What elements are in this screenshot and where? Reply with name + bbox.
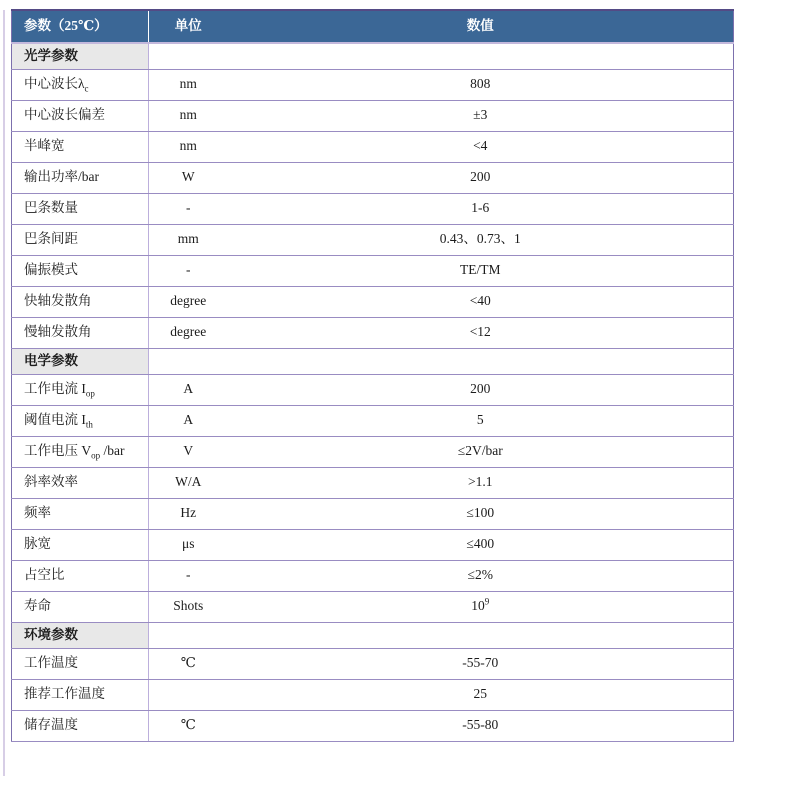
unit-cell [149, 622, 228, 648]
unit-cell: A [149, 405, 228, 436]
table-row [12, 131, 734, 162]
value-cell: 1-6 [228, 193, 734, 224]
unit-cell: nm [149, 131, 228, 162]
unit-cell: Hz [149, 498, 228, 529]
unit-cell: - [149, 193, 228, 224]
unit-cell: - [149, 255, 228, 286]
value-cell: TE/TM [228, 255, 734, 286]
value-cell: 0.43、0.73、1 [228, 224, 734, 255]
value-cell: ≤400 [228, 529, 734, 560]
parameter-cell: 工作电压 $V_{op}$ /bar [12, 436, 149, 467]
parameter-cell: 寿命 [12, 591, 149, 622]
unit-cell: degree [149, 317, 228, 348]
table-row [12, 591, 734, 622]
value-cell: 5 [228, 405, 734, 436]
header-parameter: 参数（25℃） [12, 10, 149, 43]
parameter-cell: 储存温度 [12, 710, 149, 741]
value-cell: 200 [228, 162, 734, 193]
header-row [12, 10, 734, 43]
unit-cell: mm [149, 224, 228, 255]
unit-cell: Shots [149, 591, 228, 622]
table-row [12, 317, 734, 348]
unit-cell: nm [149, 100, 228, 131]
section-row [12, 43, 734, 69]
table-row [12, 255, 734, 286]
parameter-cell: 斜率效率 [12, 467, 149, 498]
header-unit: 单位 [149, 10, 228, 43]
parameter-cell: 脉宽 [12, 529, 149, 560]
value-cell: 808 [228, 69, 734, 100]
parameter-cell: 快轴发散角 [12, 286, 149, 317]
unit-cell [149, 43, 228, 69]
table-row [12, 436, 734, 467]
table-row [12, 648, 734, 679]
value-cell: ≤2V/bar [228, 436, 734, 467]
parameter-cell: 推荐工作温度 [12, 679, 149, 710]
unit-cell: W/A [149, 467, 228, 498]
value-cell: <12 [228, 317, 734, 348]
header-value: 数值 [228, 10, 734, 43]
parameter-cell: 巴条间距 [12, 224, 149, 255]
table-row [12, 162, 734, 193]
table-row [12, 467, 734, 498]
table-row [12, 100, 734, 131]
value-cell [228, 43, 734, 69]
unit-cell [149, 679, 228, 710]
table-row [12, 405, 734, 436]
table-row [12, 374, 734, 405]
value-cell: $10^9$ [228, 591, 734, 622]
parameter-cell: 半峰宽 [12, 131, 149, 162]
spec-table [11, 9, 734, 742]
parameter-cell: 中心波长偏差 [12, 100, 149, 131]
parameter-cell: 工作温度 [12, 648, 149, 679]
value-cell: >1.1 [228, 467, 734, 498]
unit-cell: μs [149, 529, 228, 560]
parameter-cell: 巴条数量 [12, 193, 149, 224]
unit-cell: nm [149, 69, 228, 100]
value-cell: -55-70 [228, 648, 734, 679]
value-cell [228, 622, 734, 648]
parameter-cell: 阈值电流 $I_{th}$ [12, 405, 149, 436]
value-cell: 200 [228, 374, 734, 405]
parameter-cell: 占空比 [12, 560, 149, 591]
unit-cell: - [149, 560, 228, 591]
unit-cell: A [149, 374, 228, 405]
value-cell: -55-80 [228, 710, 734, 741]
unit-cell [149, 348, 228, 374]
value-cell: ±3 [228, 100, 734, 131]
parameter-cell: 频率 [12, 498, 149, 529]
section-title-cell: 电学参数 [12, 348, 149, 374]
table-row [12, 224, 734, 255]
unit-cell: ℃ [149, 710, 228, 741]
parameter-cell: 输出功率/bar [12, 162, 149, 193]
section-title-cell: 光学参数 [12, 43, 149, 69]
table-row [12, 69, 734, 100]
parameter-cell: 中心波长$\lambda_c$ [12, 69, 149, 100]
table-row [12, 560, 734, 591]
unit-cell: ℃ [149, 648, 228, 679]
section-row [12, 348, 734, 374]
table-row [12, 679, 734, 710]
value-cell: <4 [228, 131, 734, 162]
unit-cell: V [149, 436, 228, 467]
page-edge-line [3, 10, 5, 776]
value-cell: ≤100 [228, 498, 734, 529]
spec-table-body [12, 43, 734, 741]
section-title-cell: 环境参数 [12, 622, 149, 648]
table-row [12, 193, 734, 224]
parameter-cell: 慢轴发散角 [12, 317, 149, 348]
unit-cell: degree [149, 286, 228, 317]
value-cell [228, 348, 734, 374]
parameter-cell: 工作电流 $I_{op}$ [12, 374, 149, 405]
section-row [12, 622, 734, 648]
value-cell: ≤2% [228, 560, 734, 591]
parameter-cell: 偏振模式 [12, 255, 149, 286]
unit-cell: W [149, 162, 228, 193]
value-cell: <40 [228, 286, 734, 317]
table-row [12, 498, 734, 529]
table-row [12, 710, 734, 741]
table-row [12, 286, 734, 317]
table-row [12, 529, 734, 560]
value-cell: 25 [228, 679, 734, 710]
